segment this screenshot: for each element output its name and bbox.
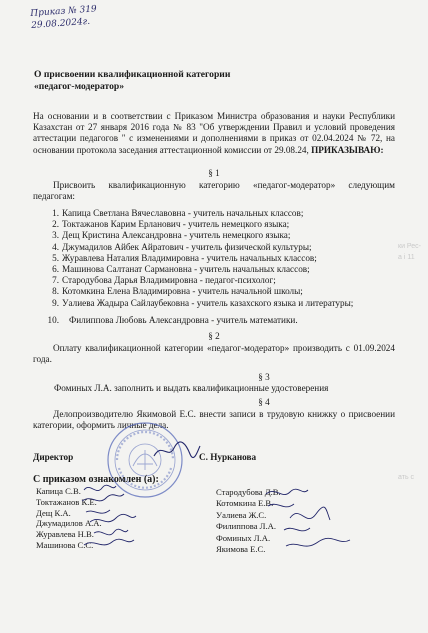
list-text: Филиппова Любовь Александровна - учитель математики. [69,314,298,325]
intro-text: На основании и в соответствии с Приказом Министра образования и науки Республики Казахстан от 27 января 2016 года № 83 "Об утверждении Правил и условий проведения аттестации педагогов " с изменениями и дополнениями в приказ от 02.04.2024 № 72, на основании протокола заседания аттестационной комиссии от 29.08.24, [33,111,395,155]
section-4-text: Делопроизводителю Якимовой Е.С. внести записи в трудовую книжку о присвоении категории, оформить личные дела. [33,409,395,431]
acquainted-name: Котомкина Е.В. [216,498,274,509]
list-text: Котомкина Елена Владимировна - учитель начальной школы; [62,286,303,297]
list-item [33,208,395,219]
director-label: Директор [33,452,74,462]
list-item [33,230,395,241]
title-line-2: «педагог-модератор» [34,80,125,92]
acquainted-name: Дещ К.А. [36,507,71,518]
acquainted-name: Фоминых Л.А. [216,532,271,543]
order-word: ПРИКАЗЫВАЮ: [311,144,384,155]
list-text: Токтажанов Карим Ерланович - учитель немецкого языка; [62,219,290,230]
list-number: 7. [52,275,59,286]
list-text: Капица Светлана Вячеславовна - учитель начальных классов; [62,208,304,218]
list-text: Машинова Салтанат Сармановна - учитель начальных классов; [62,264,310,275]
signatures-right-icon [264,484,354,554]
acquainted-name: Джумадилов А.А. [36,518,102,529]
list-number: 10. [47,314,59,325]
list-text: Дещ Кристина Александровна - учитель немецкого языка; [62,230,291,241]
bleed-through-text: ки Рес- [398,243,422,250]
acquainted-name: Уалиева Ж.С. [216,509,267,520]
list-number: 6. [52,264,59,275]
list-number: 5. [52,252,59,263]
section-3-heading: § 3 [258,372,270,382]
bleed-through-text: a i 11 [398,254,415,261]
list-number: 4. [52,241,59,252]
list-item [33,253,395,264]
list-item [33,286,395,297]
list-number: 2. [52,219,59,230]
acquainted-name: Капица С.В. [36,486,81,496]
teacher-list [33,208,395,326]
acquainted-name: Машинова С.С. [36,539,94,550]
list-item [33,298,395,309]
acquainted-name: Журавлева Н.В. [36,529,94,540]
list-item [33,242,395,253]
list-item [33,275,395,286]
list-item [33,264,395,275]
intro-paragraph [33,111,395,156]
acquainted-name: Токтажанов К.Е. [36,496,97,507]
section-1-text: Присвоить квалификационную категорию «педагог-модератор» следующим педагогам: [33,180,395,202]
list-item [33,219,395,230]
list-number: 1. [52,208,59,218]
acquainted-name: Филиппова Л.А. [216,521,277,532]
handwritten-line-1: Приказ № 319 [30,4,98,19]
signatures-left-icon [80,482,150,552]
acquainted-name: Якимова Е.С. [216,544,266,555]
bleed-through-text: ать с [398,474,415,481]
section-2-text: Оплату квалификационной категории «педагог-модератор» производить с 01.09.2024 года. [33,343,395,365]
list-number: 3. [52,230,59,241]
director-name: С. Нурканова [199,452,257,462]
list-text: Уалиева Жадыра Сайлаубековна - учитель казахского языка и литературы; [62,297,354,308]
document-title [34,69,284,92]
section-3-text: Фоминых Л.А. заполнить и выдать квалификационные удостоверения [54,383,329,393]
director-signature-icon [152,440,202,462]
list-number: 9. [52,297,59,308]
section-1-heading: § 1 [208,168,220,178]
list-text: Стародубова Дарья Владимировна - педагог-психолог; [62,275,276,286]
section-4-heading: § 4 [258,397,270,407]
acquainted-name: Стародубова Д.В. [216,487,281,497]
title-line-1: О присвоении квалификационной категории [34,69,231,80]
list-item [33,315,395,326]
list-number: 8. [52,286,59,297]
list-text: Джумадилов Айбек Айратович - учитель физической культуры; [62,241,312,252]
list-text: Журавлева Наталия Владимировна - учитель начальных классов; [62,252,317,263]
handwritten-line-2: 29.08.2024г. [30,16,91,31]
acquainted-label: С приказом ознакомлен (а): [33,474,159,485]
handwritten-order-number [30,3,98,32]
section-2-heading: § 2 [208,331,220,341]
